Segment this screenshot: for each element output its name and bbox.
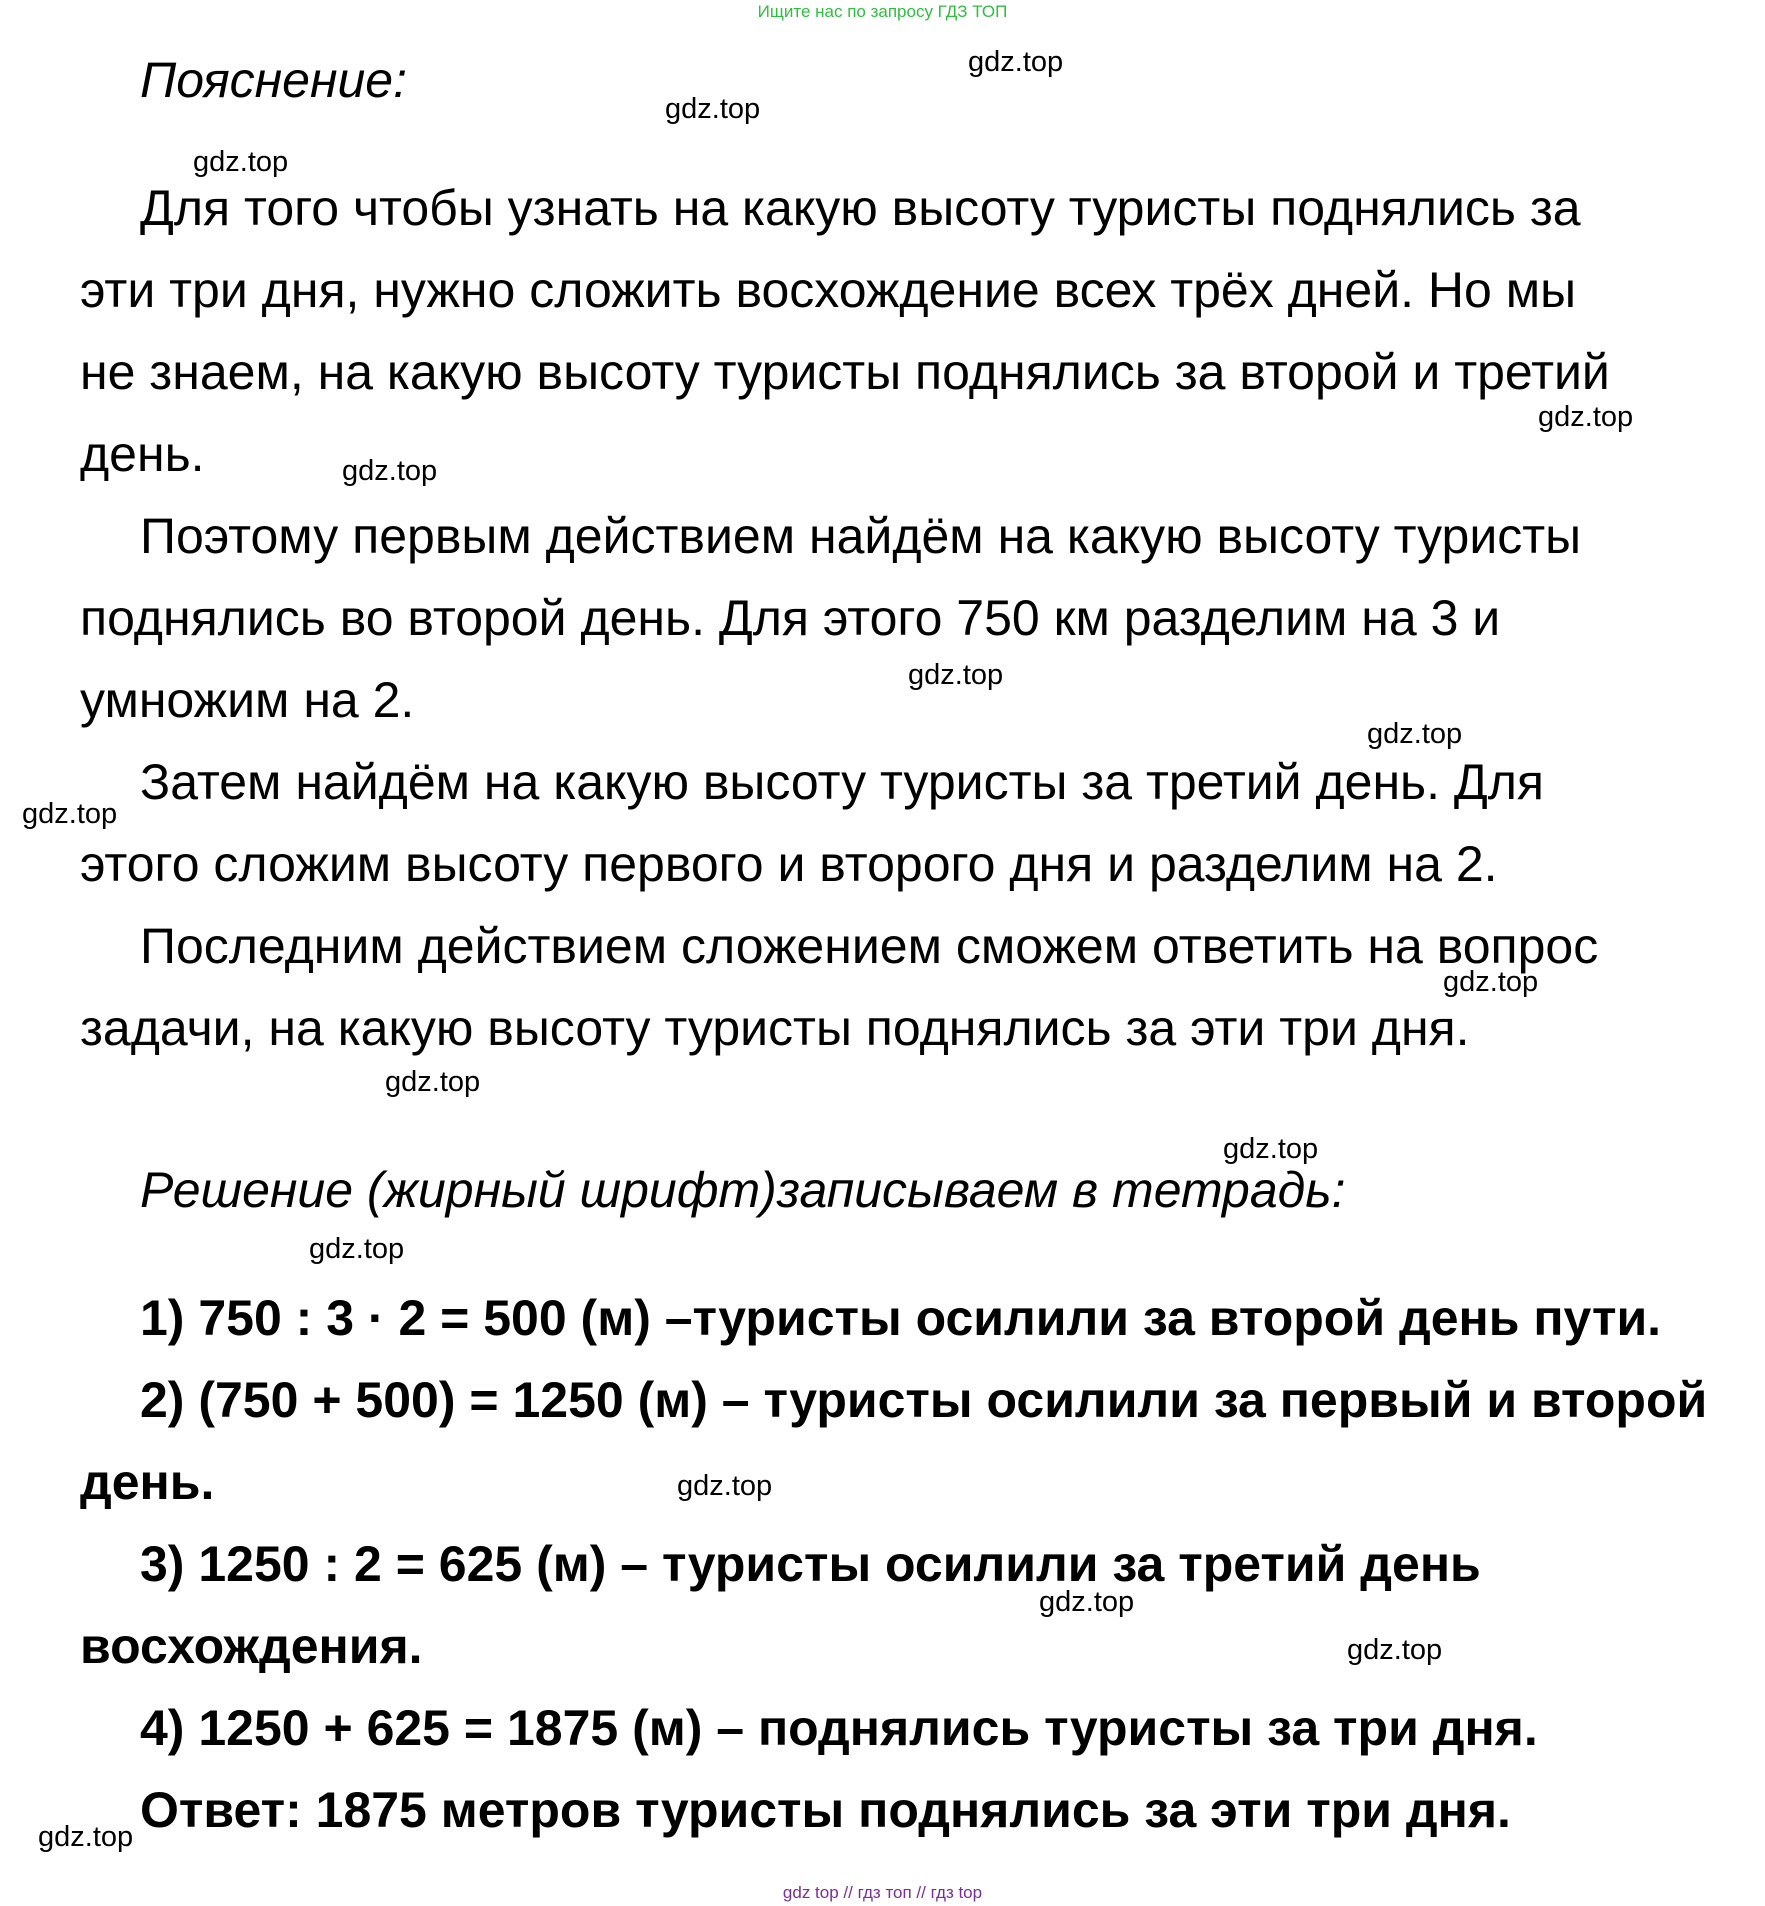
solution-line: 2) (750 + 500) = 1250 (м) – туристы осилили за первый и второй (140, 1372, 1708, 1428)
bottom-banner: gdz top // гдз топ // гдз top (782, 1883, 983, 1902)
answer-line: Ответ: 1875 метров туристы поднялись за эти три дня. (140, 1782, 1511, 1838)
solution-line: восхождения. (80, 1618, 423, 1674)
watermark: gdz.top (38, 1821, 134, 1853)
explanation-line: не знаем, на какую высоту туристы поднялись за второй и третий (80, 344, 1610, 400)
watermark: gdz.top (342, 455, 438, 487)
explanation-line: Затем найдём на какую высоту туристы за третий день. Для (140, 754, 1545, 810)
explanation-line: этого сложим высоту первого и второго дня и разделим на 2. (80, 836, 1498, 892)
solution-line: 3) 1250 : 2 = 625 (м) – туристы осилили за третий день (140, 1536, 1481, 1592)
watermark: gdz.top (1347, 1634, 1443, 1666)
watermark: gdz.top (193, 146, 289, 178)
watermark: gdz.top (22, 798, 118, 830)
watermark: gdz.top (677, 1470, 773, 1502)
watermark: gdz.top (1538, 401, 1634, 433)
solution-line: 4) 1250 + 625 = 1875 (м) – поднялись туристы за три дня. (140, 1700, 1538, 1756)
watermark: gdz.top (968, 46, 1064, 78)
solution-line: 1) 750 : 3 · 2 = 500 (м) –туристы осилили за второй день пути. (140, 1290, 1662, 1346)
explanation-line: задачи, на какую высоту туристы поднялись за эти три дня. (80, 1000, 1470, 1056)
explanation-line: Поэтому первым действием найдём на какую высоту туристы (140, 508, 1582, 564)
explanation-line: умножим на 2. (80, 672, 415, 728)
explanation-line: поднялись во второй день. Для этого 750 км разделим на 3 и (80, 590, 1501, 646)
watermark: gdz.top (309, 1233, 405, 1265)
watermark: gdz.top (1039, 1586, 1135, 1618)
watermark: gdz.top (665, 93, 761, 125)
explanation-line: день. (80, 426, 205, 482)
solution-line: день. (80, 1454, 215, 1510)
watermark: gdz.top (1223, 1133, 1319, 1165)
solution-heading: Решение (жирный шрифт)записываем в тетрадь: (140, 1162, 1346, 1218)
watermark: gdz.top (1443, 966, 1539, 998)
explanation-line: Последним действием сложением сможем ответить на вопрос (140, 918, 1599, 974)
watermark: gdz.top (908, 659, 1004, 691)
watermark: gdz.top (1367, 718, 1463, 750)
top-banner: Ищите нас по запросу ГДЗ ТОП (757, 2, 1008, 21)
watermark: gdz.top (385, 1066, 481, 1098)
explanation-heading: Пояснение: (140, 52, 407, 108)
explanation-line: эти три дня, нужно сложить восхождение всех трёх дней. Но мы (80, 262, 1577, 318)
explanation-line: Для того чтобы узнать на какую высоту туристы поднялись за (140, 180, 1581, 236)
